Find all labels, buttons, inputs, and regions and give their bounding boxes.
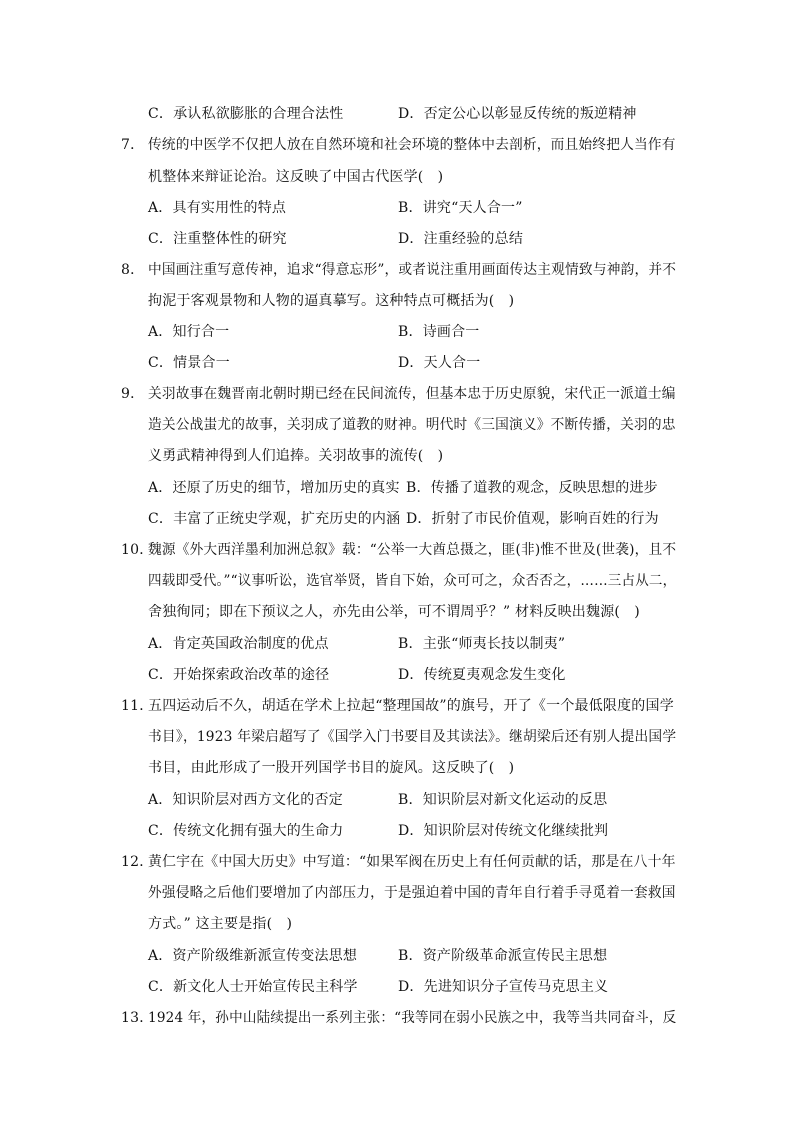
q7-option-c: C．注重整体性的研究 xyxy=(148,231,287,247)
q9-stem-line-3: 义勇武精神得到人们追捧。关羽故事的流传( ) xyxy=(148,448,444,464)
q10-number: 10． xyxy=(121,542,154,558)
q8-option-c: C．情景合一 xyxy=(148,355,230,371)
q11-stem-line-1: 五四运动后不久，胡适在学术上拉起“整理国故”的旗号，开了《一个最低限度的国学 xyxy=(148,698,674,714)
q11-number: 11． xyxy=(121,698,154,714)
q13-number: 13． xyxy=(121,1010,154,1026)
q10-option-a: A．肯定英国政治制度的优点 xyxy=(148,636,329,652)
q7-option-a: A．具有实用性的特点 xyxy=(148,200,287,216)
q12-option-a: A．资产阶级维新派宣传变法思想 xyxy=(148,948,358,964)
q12-number: 12． xyxy=(121,854,154,870)
q12-option-d: D．先进知识分子宣传马克思主义 xyxy=(398,979,609,995)
q9-option-a: A．还原了历史的细节，增加历史的真实 xyxy=(148,480,400,496)
q12-stem-line-3: 方式。” 这主要是指( ) xyxy=(148,916,293,932)
q10-stem-line-2: 四载即受代。”“议事听讼，选官举贤，皆自下始，众可可之，众否否之，……三占从二， xyxy=(148,573,677,589)
q11-stem-line-2: 书目》，1923 年梁启超写了《国学入门书要目及其读法》。继胡梁后还有别人提出国学 xyxy=(148,729,677,745)
q8-option-b: B．诗画合一 xyxy=(398,324,480,340)
q6-option-d: D．否定公心以彰显反传统的叛逆精神 xyxy=(398,106,637,122)
q10-option-d: D．传统夏夷观念发生变化 xyxy=(398,667,566,683)
q11-option-c: C．传统文化拥有强大的生命力 xyxy=(148,823,344,839)
q7-option-d: D．注重经验的总结 xyxy=(398,231,524,247)
q11-stem-line-3: 书目，由此形成了一股开列国学书目的旋风。这反映了( ) xyxy=(148,760,515,776)
q7-number: 7． xyxy=(121,137,145,153)
q10-option-c: C．开始探索政治改革的途径 xyxy=(148,667,330,683)
q6-option-c: C．承认私欲膨胀的合理合法性 xyxy=(148,106,344,122)
q9-option-b: B．传播了道教的观念，反映思想的进步 xyxy=(406,480,658,496)
q12-stem-line-1: 黄仁宇在《中国大历史》中写道：“如果军阀在历史上有任何贡献的话，那是在八十年 xyxy=(148,854,676,870)
q11-option-d: D．知识阶层对传统文化继续批判 xyxy=(398,823,609,839)
q7-stem-line-1: 传统的中医学不仅把人放在自然环境和社会环境的整体中去剖析，而且始终把人当作有 xyxy=(148,137,676,153)
q8-stem-line-2: 拘泥于客观景物和人物的逼真摹写。这种特点可概括为( ) xyxy=(148,293,515,309)
q8-option-a: A．知行合一 xyxy=(148,324,230,340)
q12-option-b: B．资产阶级革命派宣传民主思想 xyxy=(398,948,608,964)
q10-option-b: B．主张“师夷长技以制夷” xyxy=(398,636,566,652)
q12-stem-line-2: 外强侵略之后他们要增加了内部压力，于是强迫着中国的青年自行着手寻觅着一套救国 xyxy=(148,885,676,901)
q9-option-c: C．丰富了正统史学观，扩充历史的内涵 xyxy=(148,511,401,527)
q8-number: 8． xyxy=(121,262,145,278)
q7-stem-line-2: 机整体来辩证论治。这反映了中国古代医学( ) xyxy=(148,169,444,185)
q10-stem-line-1: 魏源《外大西洋墨利加洲总叙》载：“公举一大酋总摄之，匪(非)惟不世及(世袭)，且不 xyxy=(148,542,677,558)
q13-stem-line-1: 1924 年，孙中山陆续提出一系列主张：“我等同在弱小民族之中，我等当共同奋斗，反 xyxy=(148,1010,677,1026)
q10-stem-line-3: 舍独徇同；即在下预议之人，亦先由公举，可不谓周乎？” 材料反映出魏源( ) xyxy=(148,604,640,620)
q9-option-d: D．折射了市民价值观，影响百姓的行为 xyxy=(406,511,659,527)
q9-stem-line-2: 造关公战蚩尤的故事，关羽成了道教的财神。明代时《三国演义》不断传播，关羽的忠 xyxy=(148,417,676,433)
q12-option-c: C．新文化人士开始宣传民主科学 xyxy=(148,979,358,995)
q9-number: 9． xyxy=(121,386,145,402)
q7-option-b: B．讲究“天人合一” xyxy=(398,200,523,216)
q11-option-a: A．知识阶层对西方文化的否定 xyxy=(148,792,343,808)
q11-option-b: B．知识阶层对新文化运动的反思 xyxy=(398,792,608,808)
q8-stem-line-1: 中国画注重写意传神，追求“得意忘形”，或者说注重用画面传达主观情致与神韵，并不 xyxy=(148,262,677,278)
q9-stem-line-1: 关羽故事在魏晋南北朝时期已经在民间流传，但基本忠于历史原貌，宋代正一派道士编 xyxy=(148,386,676,402)
q8-option-d: D．天人合一 xyxy=(398,355,481,371)
